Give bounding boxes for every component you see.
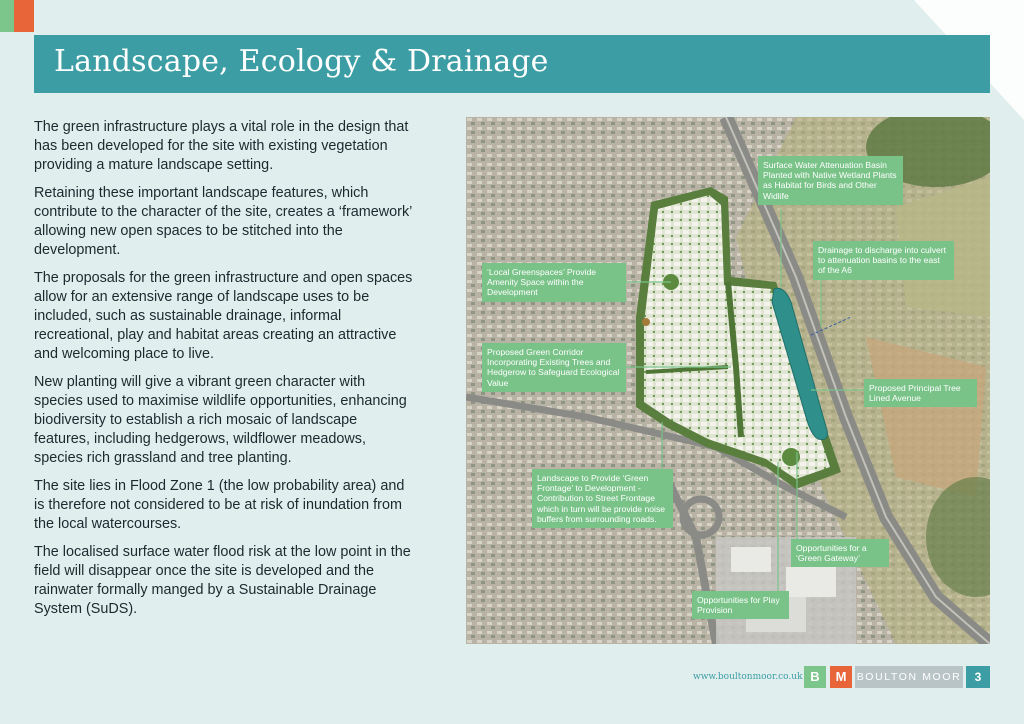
corner-green-block: [0, 0, 14, 32]
page-number: 3: [966, 666, 990, 688]
logo-b-icon: [804, 666, 826, 688]
label-green-frontage: Landscape to Provide ‘Green Frontage’ to Development - Contribution to Street Frontage which in turn will be provide noise buffers from surrounding roads.: [532, 469, 673, 528]
site-plan-map: [466, 117, 990, 644]
label-local-greenspaces: ‘Local Greenspaces’ Provide Amenity Space within the Development: [482, 263, 626, 302]
body-text: [34, 118, 414, 628]
label-green-corridor: Proposed Green Corridor Incorporating Existing Trees and Hedgerow to Safeguard Ecological Value: [482, 343, 626, 392]
corner-orange-block: [14, 0, 34, 32]
logo-b-letter: B: [810, 669, 820, 684]
brand-name: BOULTON MOOR: [855, 666, 963, 688]
label-green-gateway: Opportunities for a ‘Green Gateway’: [791, 539, 889, 567]
paragraph-6: The localised surface water flood risk at the low point in the field will disappear once the site is developed and the rainwater formally manged by a Sustainable Drainage System (SuDS).: [34, 544, 411, 617]
website-link[interactable]: www.boultonmoor.co.uk: [693, 672, 803, 682]
title-bar: [34, 35, 990, 93]
label-tree-lined-avenue: Proposed Principal Tree Lined Avenue: [864, 379, 977, 407]
logo-m-icon: [830, 666, 852, 688]
page-title: Landscape, Ecology & Drainage: [54, 44, 549, 79]
paragraph-5: The site lies in Flood Zone 1 (the low probability area) and is therefore not considered to be at risk of inundation from the local watercourses.: [34, 478, 405, 532]
paragraph-1: The green infrastructure plays a vital role in the design that has been developed for the site with existing vegetation providing a mature landscape setting.: [34, 119, 409, 173]
logo-m-letter: M: [835, 669, 847, 684]
paragraph-3: The proposals for the green infrastructure and open spaces allow for an extensive range of landscape uses to be included, such as sustainable drainage, informal recreational, play and habitat areas creating an attractive and welcoming place to live.: [34, 270, 413, 362]
paragraph-2: Retaining these important landscape features, which contribute to the character of the site, creates a ‘framework’ allowing new open spaces to be stitched into the development.: [34, 185, 412, 258]
label-surface-water-basin: Surface Water Attenuation Basin Planted with Native Wetland Plants as Habitat for Birds and Other Widlife: [758, 156, 903, 205]
label-drainage-culvert: Drainage to discharge into culvert to attenuation basins to the east of the A6: [813, 241, 954, 280]
paragraph-4: New planting will give a vibrant green character with species used to maximise wildlife opportunities, enhancing biodiversity to establish a rich mosaic of landscape features, including hedgerows, wildflower meadows, species rich grassland and tree planting.: [34, 374, 407, 466]
label-play-provision: Opportunities for Play Provision: [692, 591, 789, 619]
